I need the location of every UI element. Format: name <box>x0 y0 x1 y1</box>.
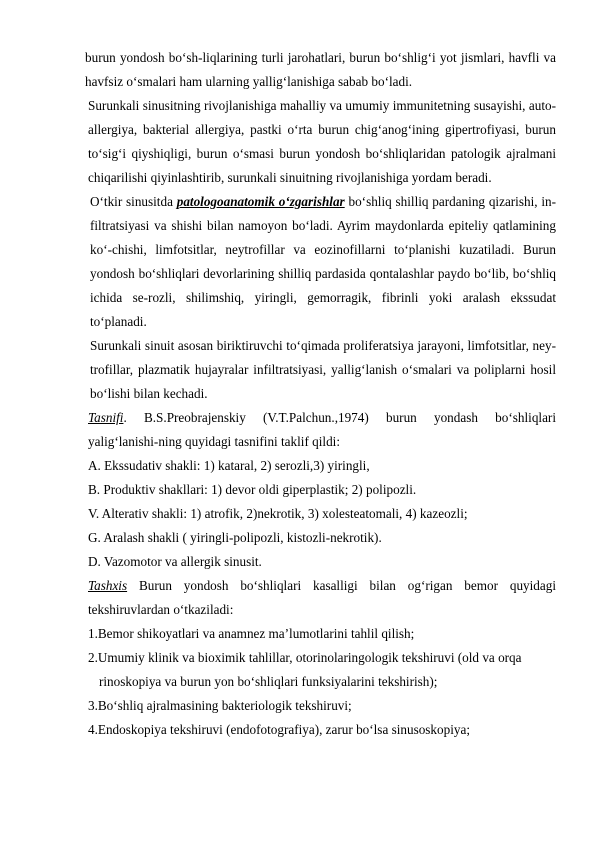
classification-list <box>85 454 556 574</box>
paragraph-pathoanatomy <box>85 190 556 334</box>
classification-intro-text: . B.S.Preobrajenskiy (V.T.Palchun.,1974) burun yondash bo‘shliqlari yalig‘lanishi-ning quyidagi tasnifini taklif qildi: <box>88 410 556 449</box>
paragraph-pathoanatomy-lead: O‘tkir sinusitda <box>90 194 177 209</box>
list-item: 4.Endoskopiya tekshiruvi (endofotografiya), zarur bo‘lsa sinusoskopiya; <box>88 722 470 737</box>
list-item-continuation: rinoskopiya va burun yon bo‘shliqlari funksiyalarini tekshirish); <box>99 674 438 689</box>
term-diagnosis: Tashxis <box>88 578 128 593</box>
list-item: 1.Bemor shikoyatlari va anamnez ma’lumotlarini tahlil qilish; <box>88 626 415 641</box>
paragraph-diagnosis <box>85 574 556 622</box>
paragraph-chronic-sinusitis: Surunkali sinusitning rivojlanishiga mahalliy va umumiy immunitetning susayishi, auto-allergiya, bakterial allergiya, pastki o‘rta burun chig‘anog‘ining gipertrofiyasi, burun to‘sig‘i qiyshiqligi, burun o‘smasi burun yondosh bo‘shliqlaridan patologik ajralmani chiqarilishi qiyinlashtirib, surunkali sinuitning rivojlanishiga yordam beradi. <box>88 98 556 185</box>
paragraph-chronic-process: Surunkali sinuit asosan biriktiruvchi to‘qimada proliferatsiya jarayoni, limfotsitlar, ney-trofillar, plazmatik hujayralar infiltratsiyasi, yallig‘lanish o‘smalari va poliplarni hosil bo‘lishi bilan kechadi. <box>90 338 556 401</box>
document-page <box>85 46 556 742</box>
term-pathoanatomic-changes: patologoanatomik o‘zgarishlar <box>176 194 345 209</box>
paragraph-causes: burun yondosh bo‘sh-liqlarining turli jarohatlari, burun bo‘shlig‘i yot jismlari, havfli va havfsiz o‘smalari ham ularning yallig‘lanishiga sabab bo‘ladi. <box>85 50 556 89</box>
paragraph-pathoanatomy-rest: bo‘shliq shilliq pardaning qizarishi, in-filtratsiyasi va shishi bilan namoyon bo‘ladi. Ayrim maydonlarda epiteliy qatlamining ko‘-chishi, limfotsitlar, neytrofillar va eozinofillarni to‘planishi kuzatiladi. Burun yondosh bo‘shliqlari devorlarining shilliq pardasida qontalashlar paydo bo‘lib, bo‘shliq ichida se-rozli, shilimshiq, yiringli, gemorragik, fibrinli yoki aralash ekssudat to‘planadi. <box>90 194 556 329</box>
diagnosis-steps <box>85 622 556 742</box>
list-item: 2.Umumiy klinik va bioximik tahlillar, otorinolaringologik tekshiruvi (old va orqa <box>88 650 522 665</box>
list-item: 3.Bo‘shliq ajralmasining bakteriologik tekshiruvi; <box>88 698 352 713</box>
list-item: B. Produktiv shakllari: 1) devor oldi giperplastik; 2) polipozli. <box>88 482 417 497</box>
list-item: G. Aralash shakli ( yiringli-polipozli, kistozli-nekrotik). <box>88 530 382 545</box>
list-item: V. Alterativ shakli: 1) atrofik, 2)nekrotik, 3) xolesteatomali, 4) kazeozli; <box>88 506 468 521</box>
list-item: A. Ekssudativ shakli: 1) kataral, 2) serozli,3) yiringli, <box>88 458 370 473</box>
paragraph-classification-intro <box>85 406 556 454</box>
term-classification: Tasnifi <box>88 410 124 425</box>
diagnosis-text: Burun yondosh bo‘shliqlari kasalligi bilan og‘rigan bemor quyidagi tekshiruvlardan o‘tkaziladi: <box>88 578 556 617</box>
list-item: D. Vazomotor va allergik sinusit. <box>88 554 262 569</box>
